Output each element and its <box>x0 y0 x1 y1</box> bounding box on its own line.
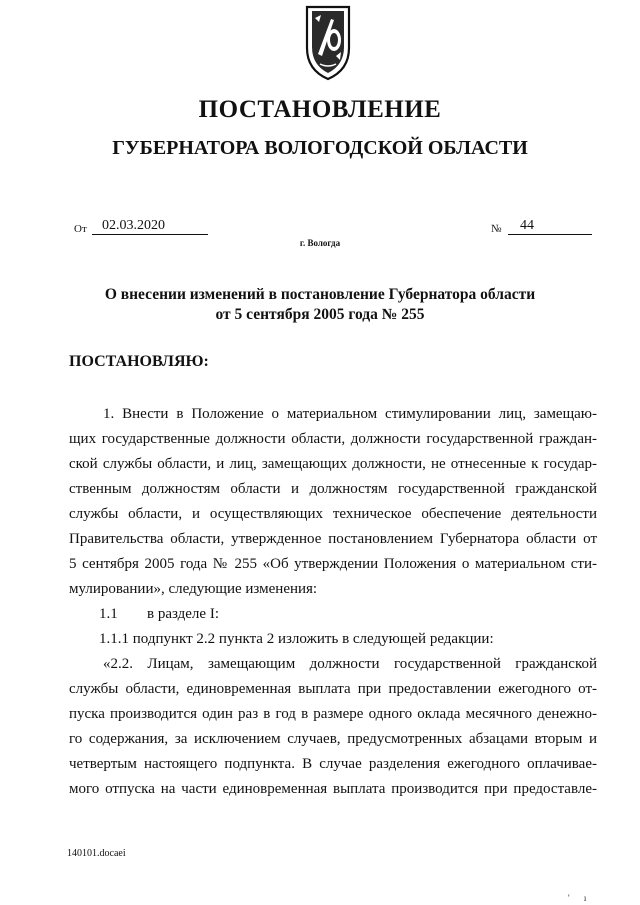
subitem-number: 1.1 <box>99 606 118 622</box>
document-title: ПОСТАНОВЛЕНИЕ <box>198 96 442 123</box>
text-line: пуска производится один раз в год в размере одного оклада месячного денежно- <box>69 706 597 722</box>
document-issuer: ГУБЕРНАТОРА ВОЛОГОДСКОЙ ОБЛАСТИ <box>112 137 528 159</box>
text-line: четвертым настоящего подпункта. В случае разделения ежегодного оплачивае- <box>69 756 597 772</box>
scan-marks: ' ı <box>568 893 593 903</box>
text-line: ственным должностям области и должностям государственной гражданской <box>69 481 597 497</box>
document-subject <box>0 285 640 325</box>
document-number: 44 <box>508 217 592 235</box>
subitem-line <box>69 602 597 627</box>
text-line: 1.1.1 подпункт 2.2 пункта 2 изложить в следующей редакции: <box>99 631 494 647</box>
text-line: 1. Внести в Положение о материальном стимулировании лиц, замещаю- <box>103 406 597 422</box>
subject-line: от 5 сентября 2005 года № 255 <box>215 306 425 323</box>
text-line: «2.2. Лицам, замещающим должности государственной гражданской <box>103 656 597 672</box>
number-prefix: № <box>491 223 502 235</box>
text-line: службы области, единовременная выплата при предоставлении ежегодного от- <box>69 681 597 697</box>
document-date: 02.03.2020 <box>92 217 208 235</box>
document-city: г. Вологда <box>299 238 341 248</box>
text-line: Правительства области, утвержденное постановлением Губернатора области от <box>69 531 597 547</box>
text-line: ской службы области, и лиц, замещающих должности, не отнесенные к государ- <box>69 456 597 472</box>
text-line: мого отпуска на части единовременная выплата производится при предоставле- <box>69 781 597 797</box>
text-line: го содержания, за исключением случаев, предусмотренных абзацами вторым и <box>69 731 597 747</box>
text-line: службы области, и осуществляющих техническое обеспечение деятельности <box>69 506 597 522</box>
file-name: 140101.docaei <box>67 848 126 859</box>
coat-of-arms-emblem <box>298 4 358 82</box>
subject-line: О внесении изменений в постановление Губернатора области <box>104 286 536 303</box>
text-line: мулировании», следующие изменения: <box>69 581 318 597</box>
subitem-text: в разделе I: <box>147 606 219 622</box>
text-line: щих государственные должности области, должности государственной граждан- <box>69 431 597 447</box>
date-prefix: От <box>74 223 87 235</box>
text-line: 5 сентября 2005 года № 255 «Об утверждении Положения о материальном сти- <box>69 556 597 572</box>
document-body <box>69 402 597 802</box>
decree-heading: ПОСТАНОВЛЯЮ: <box>69 353 209 370</box>
